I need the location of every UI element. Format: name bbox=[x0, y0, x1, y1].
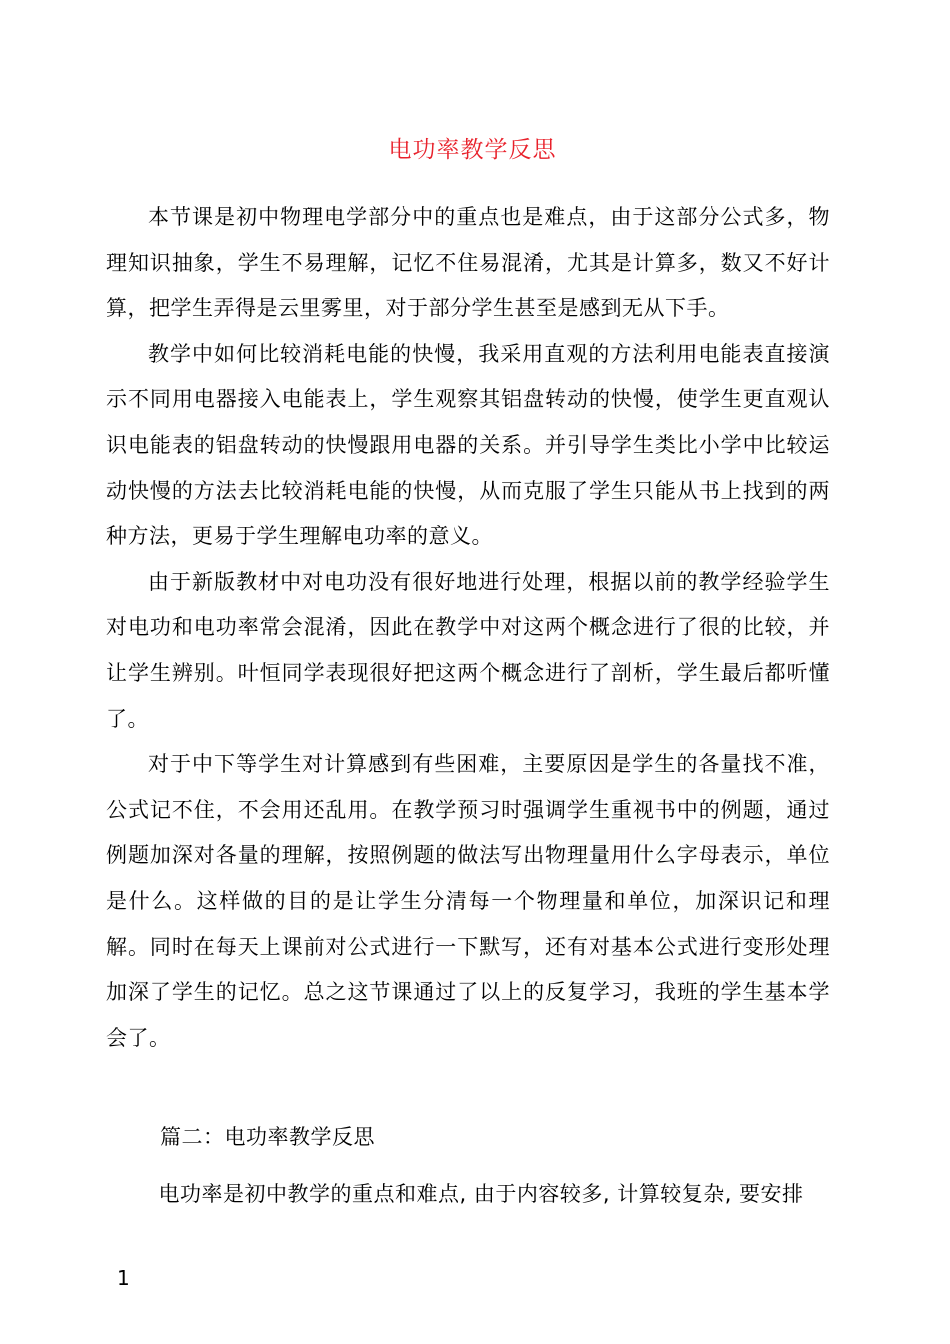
section-paragraph: 电功率是初中教学的重点和难点, 由于内容较多, 计算较复杂, 要安排 bbox=[158, 1182, 804, 1206]
paragraph-4: 对于中下等学生对计算感到有些困难，主要原因是学生的各量找不准，公式记不住，不会用还乱用。在教学预习时强调学生重视书中的例题，通过例题加深对各量的理解，按照例题的做法写出物理量用什么字母表示，单位是什么。这样做的目的是让学生分清每一个物理量和单位，加深识记和理解。同时在每天上课前对公式进行一下默写，还有对基本公式进行变形处理加深了学生的记忆。总之这节课通过了以上的反复学习，我班的学生基本学会了。 bbox=[106, 752, 830, 1050]
paragraph-1: 本节课是初中物理电学部分中的重点也是难点，由于这部分公式多，物理知识抽象，学生不易理解，记忆不住易混淆，尤其是计算多，数又不好计算，把学生弄得是云里雾里，对于部分学生甚至是感到无从下手。 bbox=[106, 205, 830, 321]
paragraph-3: 由于新版教材中对电功没有很好地进行处理，根据以前的教学经验学生对电功和电功率常会混淆，因此在教学中对这两个概念进行了很的比较，并让学生辨别。叶恒同学表现很好把这两个概念进行了剖析，学生最后都听懂了。 bbox=[106, 569, 830, 731]
page-number: 1 bbox=[117, 1266, 130, 1290]
section-heading: 篇二：电功率教学反思 bbox=[160, 1125, 375, 1149]
document-title: 电功率教学反思 bbox=[388, 137, 557, 163]
document-body bbox=[106, 195, 830, 1061]
paragraph-2: 教学中如何比较消耗电能的快慢，我采用直观的方法利用电能表直接演示不同用电器接入电能表上，学生观察其铝盘转动的快慢，使学生更直观认识电能表的铝盘转动的快慢跟用电器的关系。并引导学生类比小学中比较运动快慢的方法去比较消耗电能的快慢，从而克服了学生只能从书上找到的两种方法，更易于学生理解电功率的意义。 bbox=[106, 341, 830, 549]
